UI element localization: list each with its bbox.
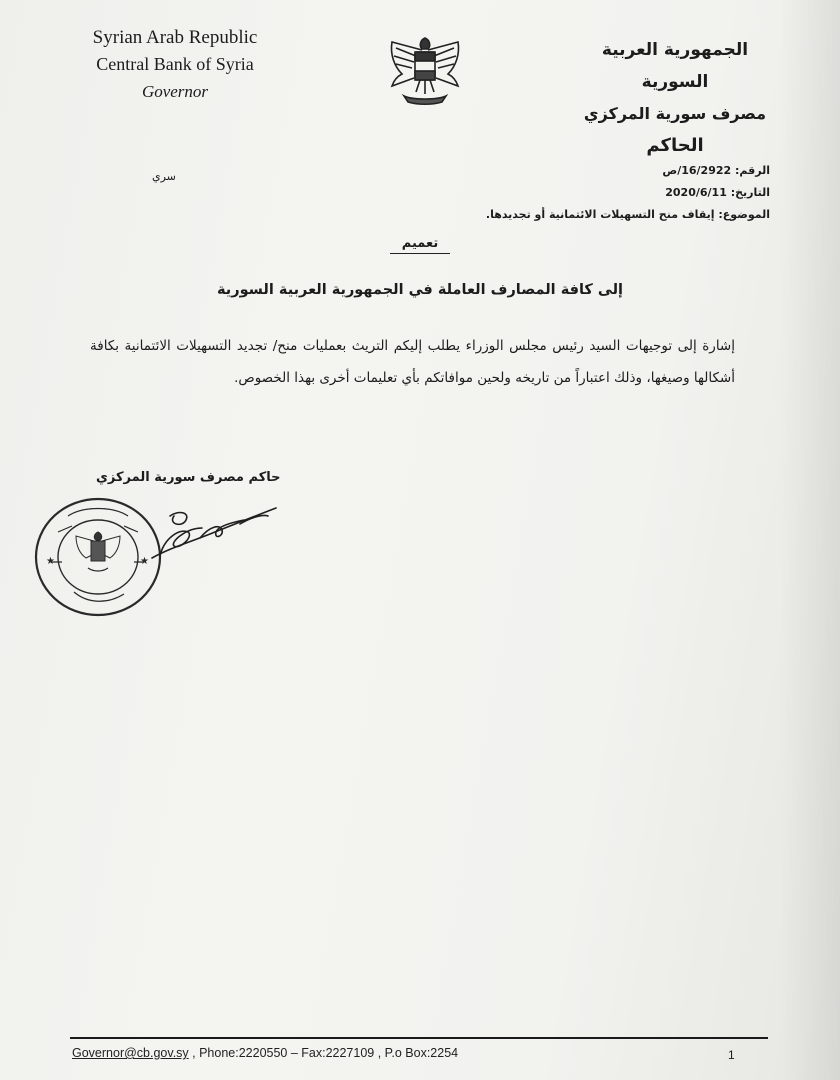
letterhead-bank-ar: مصرف سورية المركزي (583, 104, 767, 123)
letterhead-office: Governor (141, 82, 209, 101)
english-letterhead (60, 24, 290, 105)
page-number: 1 (728, 1048, 735, 1062)
circular-heading (0, 236, 840, 251)
official-seal-icon (28, 492, 168, 622)
letterhead-office-ar: الحاكم (646, 135, 704, 156)
reference-block (390, 160, 770, 226)
footer-phone-fax-box: , Phone:2220550 – Fax:2227109 , P.o Box:2254 (188, 1046, 459, 1060)
reference-number: الرقم: 16/2922/ص (662, 164, 770, 177)
signer-title: حاكم مصرف سورية المركزي (96, 470, 281, 485)
letterhead-country-ar: الجمهورية العربية السورية (601, 40, 749, 92)
addressee-line: إلى كافة المصارف العاملة في الجمهورية العربية السورية (217, 282, 623, 298)
footer-email[interactable]: Governor@cb.gov.sy (72, 1046, 189, 1060)
footer-contact (72, 1046, 768, 1060)
signature-icon (150, 498, 280, 568)
svg-text:★: ★ (46, 556, 55, 567)
arabic-letterhead (580, 34, 770, 162)
footer-divider (70, 1037, 768, 1039)
letterhead-bank: Central Bank of Syria (96, 54, 254, 74)
document-subject: الموضوع: إيقاف منح التسهيلات الائتمانية أو تجديدها. (485, 208, 770, 221)
circular-title: تعميم (390, 236, 450, 254)
document-date: التاريخ: 2020/6/11 (665, 186, 770, 199)
svg-text:★: ★ (140, 556, 149, 567)
body-paragraph: إشارة إلى توجيهات السيد رئيس مجلس الوزراء يطلب إليكم التريث بعمليات منح/ تجديد التسهيلات الائتمانية بكافة أشكالها وصيغها، وذلك اعتباراً من تاريخه ولحين موافاتكم بأي تعليمات أخرى بهذا الخصوص. (90, 338, 735, 386)
letterhead-country: Syrian Arab Republic (92, 27, 258, 48)
page-shadow (780, 0, 840, 1080)
eagle-emblem-icon (382, 30, 468, 110)
classification-label: سري (152, 170, 176, 183)
